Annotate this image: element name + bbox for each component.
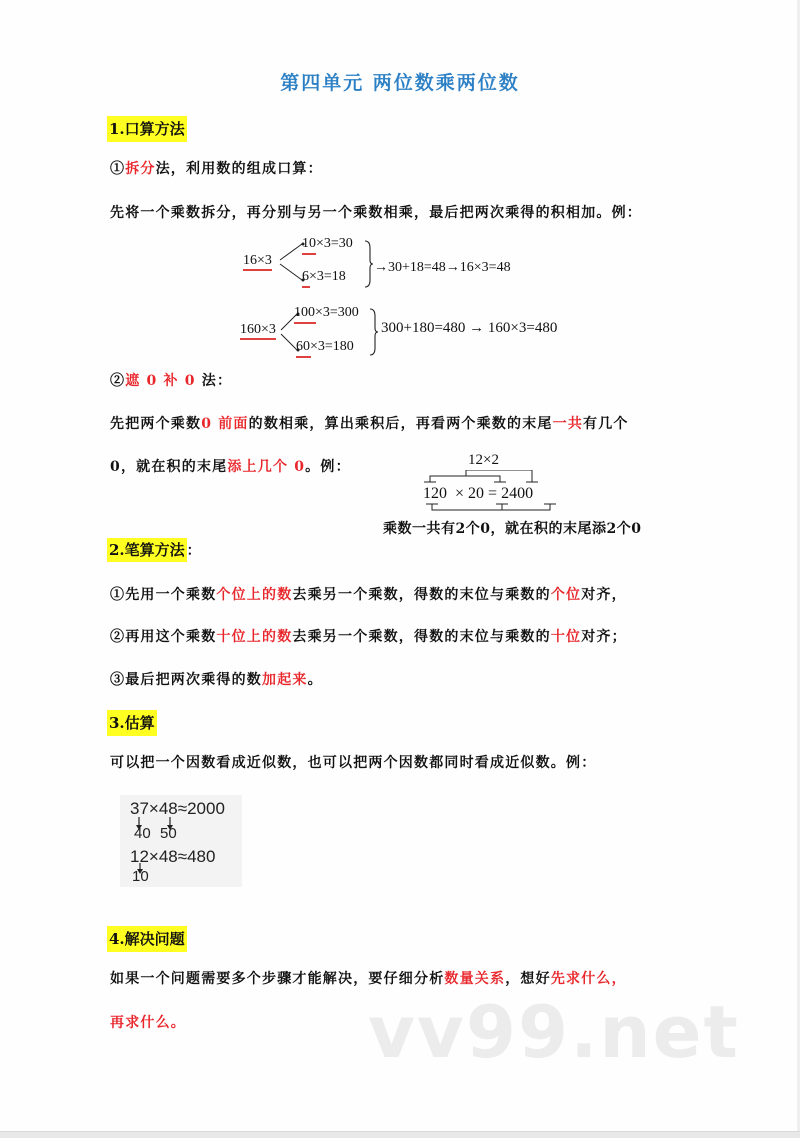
right-brace-icon bbox=[369, 308, 379, 356]
example2-bottom: 60×3=180 bbox=[296, 339, 354, 354]
emphasis-text: 拆分 bbox=[125, 161, 156, 177]
underline bbox=[302, 253, 316, 255]
circled-number: ① bbox=[110, 161, 126, 177]
method-text: 法，利用数的组成口算： bbox=[155, 161, 323, 177]
circled-number: ② bbox=[110, 373, 126, 389]
method-text: 法： bbox=[195, 373, 233, 389]
estimation-description: 可以把一个因数看成近似数，也可以把两个因数都同时看成近似数。例： bbox=[110, 755, 597, 771]
example2-top: 100×3=300 bbox=[294, 305, 359, 320]
underline bbox=[294, 322, 316, 324]
cover-zero-description: 先把两个乘数0 前面的数相乘，算出乘积后，再看两个乘数的末尾一共有几个 bbox=[110, 416, 629, 432]
emphasis-text: 遮 0 补 0 bbox=[125, 373, 196, 389]
cover-zero-description-2: 0，就在积的末尾添上几个 0。例： bbox=[110, 459, 351, 475]
right-brace-icon bbox=[364, 240, 374, 288]
example2-result: 300+180=480 → 160×3=480 bbox=[381, 320, 558, 336]
written-step-3: ③最后把两次乘得的数加起来。 bbox=[110, 672, 323, 688]
example1-left: 16×3 bbox=[243, 253, 272, 269]
section-heading-mental-math: 1.口算方法 bbox=[107, 116, 187, 142]
section-heading-written: 2.笔算方法 ： bbox=[107, 540, 202, 561]
diagram-caption: 乘数一共有2个0，就在积的末尾添2个0 bbox=[383, 521, 642, 537]
diagram-equation: 120 × 20 = 2400 bbox=[423, 485, 534, 502]
estimation-example: 37×48≈2000 40 50 12×48≈480 10 bbox=[120, 795, 242, 887]
problem-solving-line-2: 再求什么。 bbox=[110, 1015, 186, 1031]
section-heading-problem-solving: 4.解决问题 bbox=[107, 926, 187, 952]
page-title: 第四单元 两位数乘两位数 bbox=[280, 72, 520, 94]
split-description: 先将一个乘数拆分，再分别与另一个乘数相乘，最后把两次乘得的积相加。例： bbox=[110, 205, 642, 221]
example1-bottom: 6×3=18 bbox=[302, 269, 346, 284]
section-heading-estimation: 3.估算 bbox=[107, 710, 157, 736]
written-step-1: ①先用一个乘数个位上的数去乘另一个乘数，得数的末位与乘数的个位对齐， bbox=[110, 587, 627, 603]
watermark: vv99.net bbox=[368, 990, 740, 1074]
written-step-2: ②再用这个乘数十位上的数去乘另一个乘数，得数的末位与乘数的十位对齐； bbox=[110, 629, 627, 645]
example1-top: 10×3=30 bbox=[302, 236, 353, 251]
underline bbox=[302, 286, 310, 288]
example2-left: 160×3 bbox=[240, 322, 276, 338]
underline bbox=[296, 356, 311, 358]
diagram-top-product: 12×2 bbox=[468, 452, 499, 468]
example1-result: →30+18=48→16×3=48 bbox=[374, 260, 511, 275]
problem-solving-line-1: 如果一个问题需要多个步骤才能解决，要仔细分析数量关系，想好先求什么， bbox=[110, 971, 627, 987]
method-cover-zero bbox=[110, 371, 232, 391]
method-split bbox=[110, 159, 323, 179]
